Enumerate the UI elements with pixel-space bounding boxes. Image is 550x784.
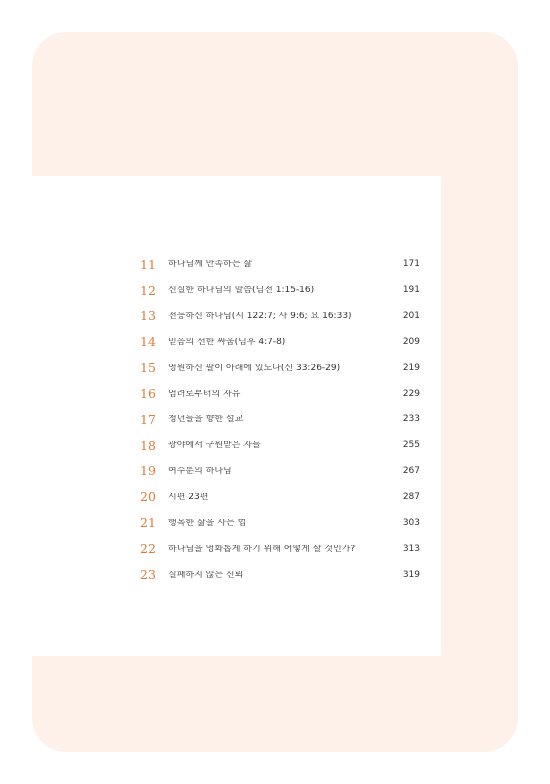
toc-entry-23[interactable] bbox=[140, 562, 420, 588]
page-number: 313 bbox=[402, 543, 420, 554]
chapter-title: 염려로부터의 자유 bbox=[168, 389, 241, 399]
chapter-title: 광야에서 구원받은 자들 bbox=[168, 441, 261, 451]
chapter-number: 23 bbox=[140, 566, 156, 582]
chapter-title: 하나님께 만족하는 삶 bbox=[168, 260, 252, 270]
page-number: 319 bbox=[402, 569, 420, 580]
page-number: 219 bbox=[402, 362, 420, 373]
chapter-title: 전능하신 하나님(시 122:7; 사 9:6; 요 16:33) bbox=[168, 312, 352, 322]
chapter-title: 영원하신 팔이 아래에 있도다(신 33:26-29) bbox=[168, 363, 341, 373]
toc-entry-17[interactable] bbox=[140, 407, 420, 433]
toc-entry-14[interactable] bbox=[140, 330, 420, 356]
toc-entry-11[interactable] bbox=[140, 252, 420, 278]
page-number: 255 bbox=[402, 440, 420, 451]
chapter-number: 19 bbox=[140, 463, 156, 479]
toc-entry-20[interactable] bbox=[140, 485, 420, 511]
chapter-title: 믿음의 선한 싸움(딤후 4:7-8) bbox=[168, 337, 286, 347]
page-number: 191 bbox=[402, 285, 420, 296]
chapter-number: 12 bbox=[140, 282, 156, 298]
chapter-number: 11 bbox=[140, 256, 156, 272]
chapter-title: 신실한 하나님의 말씀(딤전 1:15-16) bbox=[168, 286, 315, 296]
chapter-title: 하나님을 영화롭게 하기 위해 어떻게 살 것인가? bbox=[168, 544, 356, 554]
chapter-number: 16 bbox=[140, 385, 156, 401]
toc-entry-13[interactable] bbox=[140, 304, 420, 330]
table-of-contents bbox=[140, 252, 420, 588]
toc-entry-19[interactable] bbox=[140, 459, 420, 485]
page-number: 209 bbox=[402, 336, 420, 347]
page-number: 171 bbox=[402, 259, 420, 270]
toc-entry-18[interactable] bbox=[140, 433, 420, 459]
chapter-title: 여수룬의 하나님 bbox=[168, 467, 232, 477]
chapter-number: 17 bbox=[140, 411, 156, 427]
page-number: 287 bbox=[402, 492, 420, 503]
chapter-number: 18 bbox=[140, 437, 156, 453]
toc-entry-15[interactable] bbox=[140, 355, 420, 381]
toc-entry-21[interactable] bbox=[140, 510, 420, 536]
chapter-number: 15 bbox=[140, 360, 156, 376]
toc-entry-16[interactable] bbox=[140, 381, 420, 407]
page-number: 201 bbox=[402, 311, 420, 322]
chapter-number: 22 bbox=[140, 540, 156, 556]
chapter-number: 21 bbox=[140, 515, 156, 531]
toc-entry-22[interactable] bbox=[140, 536, 420, 562]
chapter-number: 14 bbox=[140, 334, 156, 350]
page-number: 233 bbox=[402, 414, 420, 425]
chapter-title: 시편 23편 bbox=[168, 493, 209, 503]
chapter-number: 13 bbox=[140, 308, 156, 324]
chapter-number: 20 bbox=[140, 489, 156, 505]
chapter-title: 실패하지 않는 신뢰 bbox=[168, 570, 244, 580]
page-number: 267 bbox=[402, 466, 420, 477]
chapter-title: 행복한 삶을 사는 법 bbox=[168, 518, 247, 528]
page-number: 229 bbox=[402, 388, 420, 399]
page-number: 303 bbox=[402, 517, 420, 528]
chapter-title: 청년들을 향한 설교 bbox=[168, 415, 244, 425]
toc-entry-12[interactable] bbox=[140, 278, 420, 304]
